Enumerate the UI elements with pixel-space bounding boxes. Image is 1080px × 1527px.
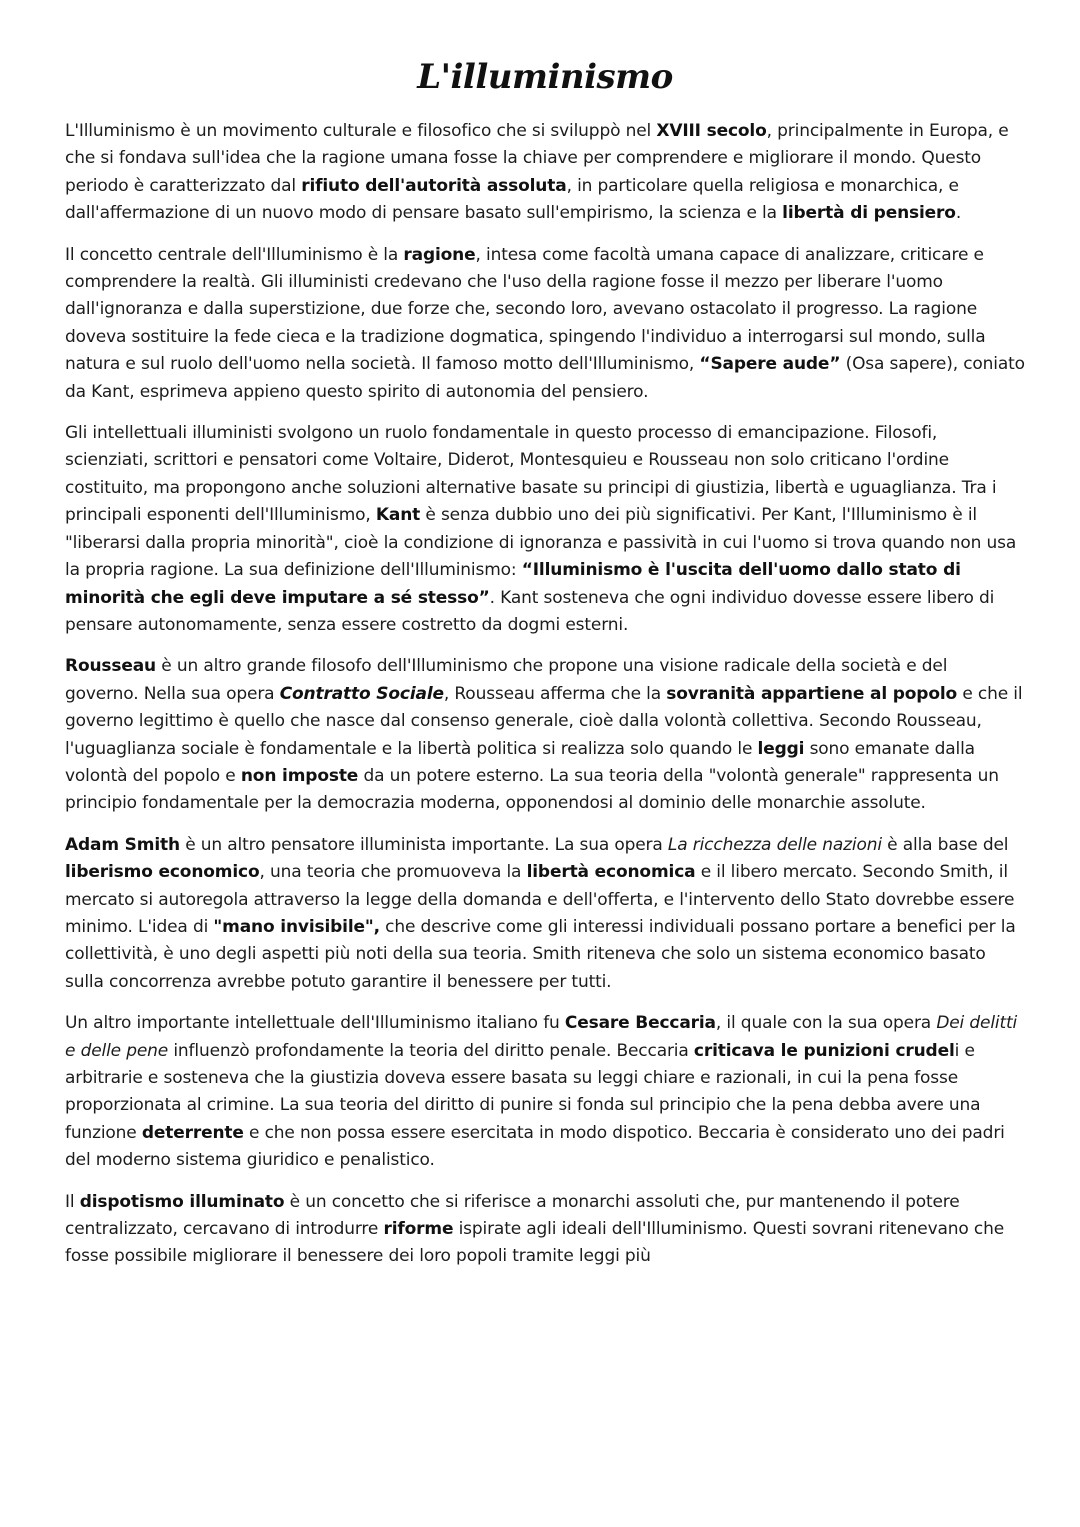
text-run: L'Illuminismo è un movimento culturale e filosofico che si sviluppò nel [65,121,657,141]
bold-text: XVIII secolo [656,121,767,141]
text-run: . Kant sosteneva che ogni individuo dovesse essere libero di pensare autonomamente, senza essere costretto da dogmi esterni. [65,587,995,635]
paragraph [65,653,1025,817]
paragraph [65,242,1025,406]
text-run: Il concetto centrale dell'Illuminismo è la [65,244,404,265]
bold-text: Kant [375,505,421,526]
bold-text: "mano invisibile", [213,916,380,937]
text-run: da un potere esterno. La sua teoria della "volontà generale" rappresenta un principio fondamentale per la democrazia moderna, opponendosi al dominio delle monarchie assolute. [65,765,999,814]
bold-text: dispotismo illuminato [79,1191,285,1212]
text-run: è alla base del [881,834,1009,855]
text-run: è un altro grande filosofo dell'Illuminismo che propone una visione radicale della società e del governo. Nella sua opera [65,656,948,704]
text-run: e che il governo legittimo è quello che nasce dal consenso generale, cioè dalla volontà collettiva. Secondo Rousseau, l'uguaglianza sociale è fondamentale e la libertà politica si realizza solo quando le [65,683,1023,759]
text-run: , intesa come facoltà umana capace di analizzare, criticare e comprendere la realtà. Gli illuministi credevano che l'uso della ragione fosse il mezzo per liberare l'uomo dall'ignoranza e dalla superstizione, due forze che, secondo loro, avevano ostacolato il progresso. La ragione doveva sostituire la fede cieca e la tradizione dogmatica, spingendo l'individuo a interrogarsi sul mondo, sulla natura e sul ruolo dell'uomo nella società. Il famoso motto dell'Illuminismo, [65,244,986,375]
text-run: (Osa sapere), coniato da Kant, esprimeva appieno questo spirito di autonomia del pensiero. [65,354,1025,402]
paragraph [65,420,1025,639]
text-run: , principalmente in Europa, e che si fondava sull'idea che la ragione umana fosse la chiave per comprendere e migliorare il mondo. Questo periodo è caratterizzato dal [65,121,1009,196]
document-title: L'illuminismo [417,57,673,97]
text-run: , Rousseau afferma che la [443,683,667,704]
paragraph [65,1189,1025,1271]
text-run: è senza dubbio uno dei più significativi. Per Kant, l'Illuminismo è il "liberarsi dalla propria minorità", cioè la condizione di ignoranza e passività in cui l'uomo si trova quando non usa la propria ragione. La sua definizione dell'Illuminismo: [65,505,1017,581]
text-run: , il quale con la sua opera [715,1013,937,1034]
bold-text: non imposte [240,765,359,786]
text-run: è un concetto che si riferisce a monarchi assoluti che, pur mantenendo il potere centralizzato, cercavano di introdurre [65,1191,960,1240]
text-run: , in particolare quella religiosa e monarchica, e dall'affermazione di un nuovo modo di pensare basato sull'empirismo, la scienza e la [65,175,959,224]
text-run: sono emanate dalla volontà del popolo e [65,738,975,786]
paragraph [65,832,1025,996]
bold-text: Adam Smith [65,834,180,855]
italic-text: Dei delitti e delle pene [65,1013,1018,1061]
bold-text: liberismo economico [65,862,260,883]
text-run: Un altro importante intellettuale dell'Illuminismo italiano fu [65,1013,565,1034]
bold-text: rifiuto dell'autorità assoluta [301,175,567,196]
document-page [65,50,1025,1285]
text-run: Il [65,1191,80,1212]
text-run: e il libero mercato. Secondo Smith, il mercato si autoregola attraverso la legge della domanda e dell'offerta, e l'intervento dello Stato dovrebbe essere minimo. L'idea di [65,862,1015,937]
bold-text: Rousseau [65,656,157,677]
bold-text: deterrente [141,1122,244,1143]
text-run: che descrive come gli interessi individuali possano portare a benefici per la collettività, è uno degli aspetti più noti della sua teoria. Smith riteneva che solo un sistema economico basato sulla concorrenza avrebbe potuto garantire il benessere per tutti. [65,916,1016,992]
bold-text: criticava le punizioni crudel [693,1040,955,1061]
paragraph [65,1010,1025,1174]
bold-text: “Illuminismo è l'uscita dell'uomo dallo stato di minorità che egli deve imputare a sé stesso” [65,560,961,608]
bold-text: Cesare Beccaria [564,1013,716,1034]
paragraph [65,118,1025,228]
text-run: influenzò profondamente la teoria del diritto penale. Beccaria [168,1040,694,1061]
text-run: Gli intellettuali illuministi svolgono un ruolo fondamentale in questo processo di emancipazione. Filosofi, scienziati, scrittori e pensatori come Voltaire, Diderot, Montesquieu e Rousseau non solo criticano l'ordine costituito, ma propongono anche soluzioni alternative basate su principi di giustizia, libertà e uguaglianza. Tra i principali esponenti dell'Illuminismo, [65,423,997,526]
text-run: è un altro pensatore illuminista importante. La sua opera [179,834,668,855]
text-run: . [955,203,962,224]
bold-text: libertà di pensiero [782,203,956,224]
bold-italic-text: Contratto Sociale [279,683,444,704]
text-run: , una teoria che promuoveva la [259,862,527,883]
bold-text: sovranità appartiene al popolo [666,683,958,704]
bold-text: riforme [383,1219,454,1240]
text-run: ispirate agli ideali dell'Illuminismo. Questi sovrani ritenevano che fosse possibile migliorare il benessere dei loro popoli tramite leggi più [65,1219,1005,1267]
bold-text: ragione [403,244,476,265]
bold-text: “Sapere aude” [699,354,841,375]
text-run: i e arbitrarie e sosteneva che la giustizia doveva essere basata su leggi chiare e razionali, in cui la pena fosse proporzionata al crimine. La sua teoria del diritto di punire si fonda sul principio che la pena debba avere una funzione [65,1040,981,1143]
bold-text: leggi [757,738,805,759]
bold-text: libertà economica [526,862,696,883]
document-body [65,118,1025,1271]
text-run: e che non possa essere esercitata in modo dispotico. Beccaria è considerato uno dei padri del moderno sistema giuridico e penalistico. [65,1122,1005,1171]
italic-text: La ricchezza delle nazioni [667,834,882,855]
bold-text [280,684,444,704]
